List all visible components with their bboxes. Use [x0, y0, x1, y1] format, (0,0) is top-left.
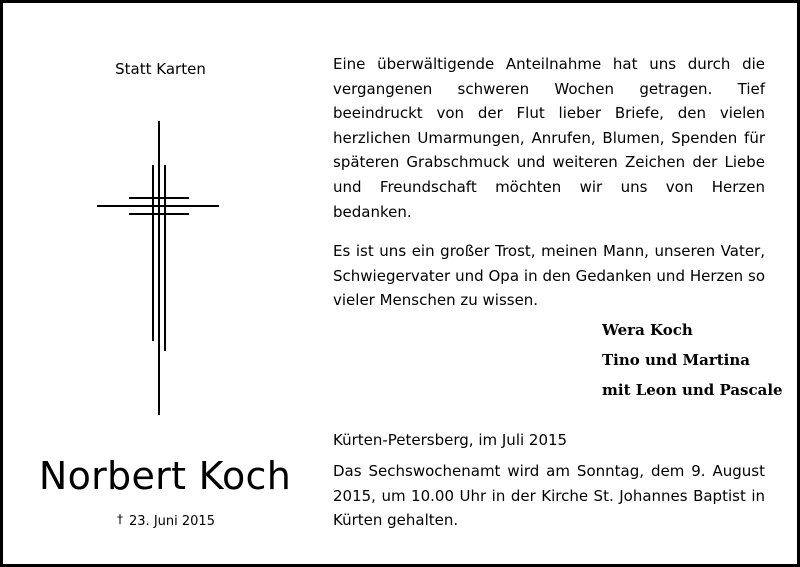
- signature-block: [602, 315, 783, 405]
- place-date: Kürten-Petersberg, im Juli 2015: [333, 431, 568, 449]
- cross-icon: [97, 121, 219, 415]
- mass-notice: Das Sechswochenamt wird am Sonntag, dem 9. August 2015, um 10.00 Uhr in der Kirche St. Johannes Baptist in Kürten gehalten.: [333, 462, 765, 530]
- death-date-line: [103, 514, 229, 529]
- deceased-name: Norbert Koch: [38, 454, 292, 498]
- thanks-paragraph: Eine überwältigende Anteilnahme hat uns durch die vergangenen schweren Wochen getragen. Tief beeindruckt von der Flut lieber Briefe, den vielen herzlichen Umarmungen, Anrufen, Blumen, Spenden für späteren Grabschmuck und weiteren Zeichen der Liebe und Freundschaft möchten wir uns von Herzen bedanken.: [333, 55, 765, 221]
- comfort-paragraph: Es ist uns ein großer Trost, meinen Mann, unseren Vater, Schwiegervater und Opa in den Gedanken und Herzen so vieler Menschen zu wissen.: [333, 242, 765, 310]
- dagger-icon: †: [117, 512, 124, 526]
- signature-line: Tino und Martina: [602, 351, 750, 369]
- signature-line: mit Leon und Pascale: [602, 381, 783, 399]
- statt-karten-label: Statt Karten: [115, 60, 206, 78]
- death-date: 23. Juni 2015: [129, 514, 215, 529]
- signature-line: Wera Koch: [602, 321, 693, 339]
